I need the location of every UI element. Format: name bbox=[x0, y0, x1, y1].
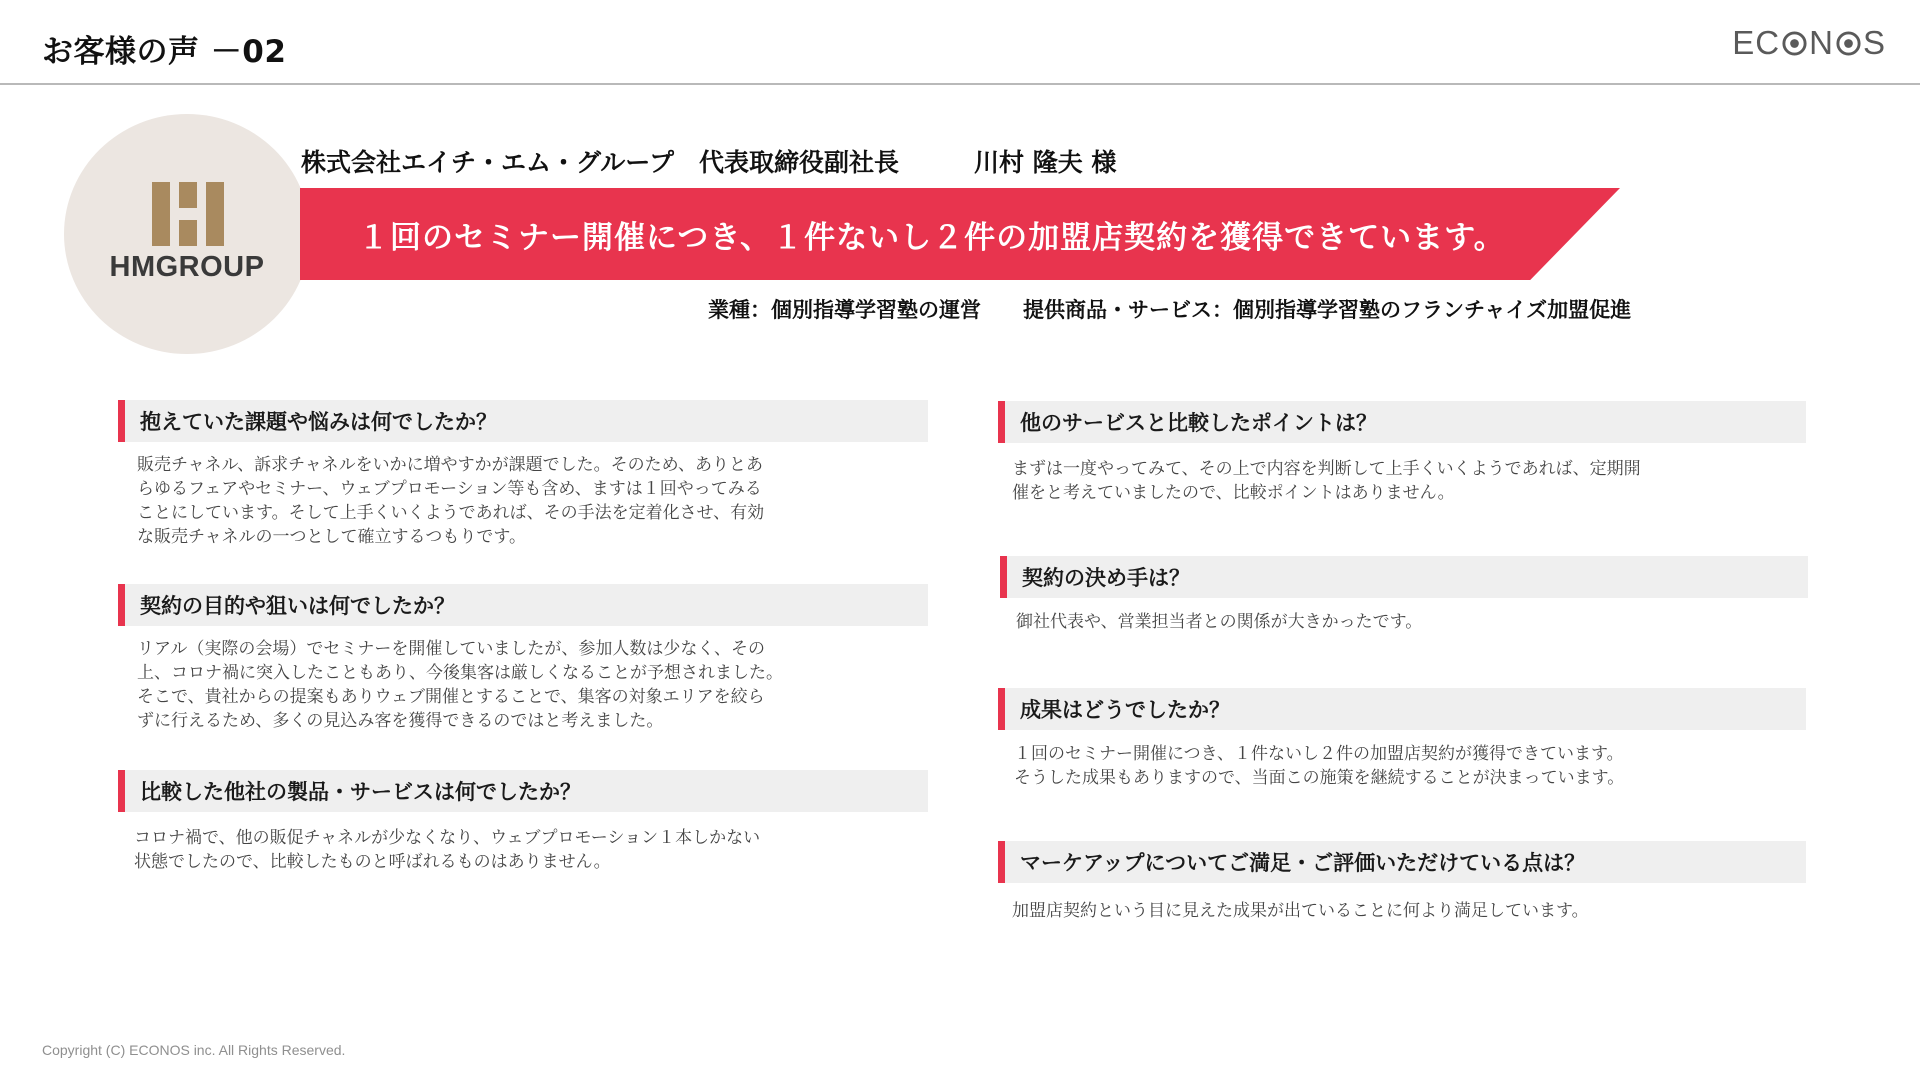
qa-block bbox=[998, 401, 1806, 505]
logo-o-icon-2 bbox=[1835, 30, 1862, 57]
question-text: 比較した他社の製品・サービスは何でしたか？ bbox=[140, 780, 581, 804]
hm-mark-icon bbox=[152, 182, 224, 246]
copyright: Copyright (C) ECONOS inc. All Rights Reserved. bbox=[42, 1042, 346, 1058]
question-text: 抱えていた課題や悩みは何でしたか？ bbox=[140, 410, 497, 434]
company-logo-name: HMGROUP bbox=[109, 251, 265, 283]
logo-text-right: S bbox=[1862, 24, 1886, 61]
logo-text-mid: N bbox=[1809, 24, 1834, 61]
question-text: 契約の目的や狙いは何でしたか？ bbox=[140, 594, 455, 618]
answer-text: 加盟店契約という目に見えた成果が出ていることに何より満足しています。 bbox=[1012, 901, 1589, 921]
question-bar bbox=[998, 401, 1806, 443]
question-accent bbox=[118, 584, 125, 626]
answer-text: まずは一度やってみて、その上で内容を判断して上手くいくようであれば、定期開 催をと考えていましたので、比較ポイントはありません。 bbox=[1012, 459, 1641, 503]
answer-text: 御社代表や、営業担当者との関係が大きかったです。 bbox=[1016, 612, 1423, 632]
question-bar bbox=[998, 688, 1806, 730]
question-accent bbox=[998, 688, 1005, 730]
qa-block bbox=[998, 841, 1806, 923]
header-divider bbox=[0, 83, 1920, 85]
question-text: 他のサービスと比較したポイントは？ bbox=[1020, 411, 1377, 435]
logo-o-icon bbox=[1781, 30, 1808, 57]
question-text: マーケアップについてご満足・ご評価いただけている点は？ bbox=[1020, 851, 1586, 875]
question-accent bbox=[998, 841, 1005, 883]
answer-text: １回のセミナー開催につき、１件ないし２件の加盟店契約が獲得できています。 そうした成果もありますので、当面この施策を継続することが決まっています。 bbox=[1014, 744, 1625, 788]
question-accent bbox=[118, 770, 125, 812]
econos-logo bbox=[1732, 24, 1886, 62]
logo-text-left: EC bbox=[1732, 24, 1781, 61]
headline-text: １回のセミナー開催につき、１件ないし２件の加盟店契約を獲得できています。 bbox=[358, 220, 1506, 256]
answer-text: 販売チャネル、訴求チャネルをいかに増やすかが課題でした。そのため、ありとあ らゆるフェアやセミナー、ウェブプロモーション等も含め、ますは１回やってみる ことにしています。そして上手くいくようであれば、その手法を定着化させ、有効 な販売チャネルの一つとして確立するつもりです。 bbox=[137, 455, 765, 547]
qa-block bbox=[118, 400, 928, 549]
question-text: 成果はどうでしたか？ bbox=[1020, 698, 1230, 722]
qa-block bbox=[998, 688, 1806, 790]
question-bar bbox=[118, 584, 928, 626]
question-bar bbox=[998, 841, 1806, 883]
qa-block bbox=[118, 770, 928, 874]
answer-text: リアル（実際の会場）でセミナーを開催していましたが、参加人数は少なく、その 上、コロナ禍に突入したこともあり、今後集客は厳しくなることが予想されました。 そこで、貴社からの提案もありウェブ開催とすることで、集客の対象エリアを絞ら ずに行えるため、多くの見込み客を獲得できるのではと考えました。 bbox=[137, 639, 783, 731]
question-bar bbox=[118, 770, 928, 812]
qa-block bbox=[1000, 556, 1808, 634]
question-accent bbox=[1000, 556, 1007, 598]
question-bar bbox=[118, 400, 928, 442]
question-accent bbox=[118, 400, 125, 442]
company-logo bbox=[64, 114, 310, 354]
question-accent bbox=[998, 401, 1005, 443]
question-text: 契約の決め手は？ bbox=[1022, 566, 1190, 590]
industry-info: 業種：個別指導学習塾の運営 提供商品・サービス：個別指導学習塾のフランチャイズ加盟促進 bbox=[708, 298, 1632, 322]
question-bar bbox=[1000, 556, 1808, 598]
page-title: お客様の声 －02 bbox=[42, 34, 287, 70]
answer-text: コロナ禍で、他の販促チャネルが少なくなり、ウェブプロモーション１本しかない 状態でしたので、比較したものと呼ばれるものはありません。 bbox=[134, 828, 761, 872]
qa-block bbox=[118, 584, 928, 733]
person-title: 株式会社エイチ・エム・グループ 代表取締役副社長 川村 隆夫 様 bbox=[301, 148, 1117, 177]
